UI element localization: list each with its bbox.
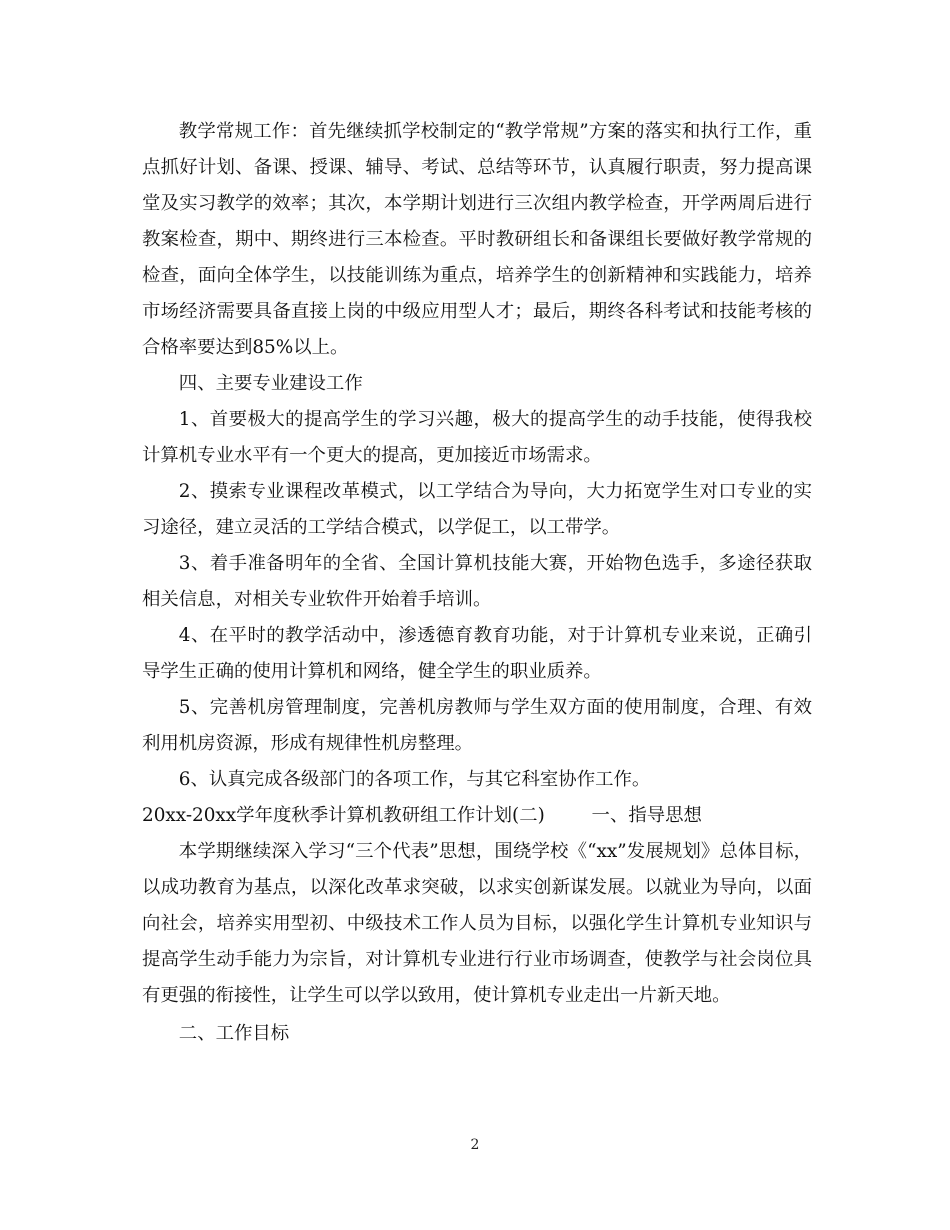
document-body [142, 114, 812, 1052]
list-item-5: 5、完善机房管理制度，完善机房教师与学生双方面的使用制度，合理、有效利用机房资源，形成有规律性机房整理。 [142, 697, 812, 754]
paragraph-teaching-routine: 教学常规工作：首先继续抓学校制定的“教学常规”方案的落实和执行工作，重点抓好计划、备课、授课、辅导、考试、总结等环节，认真履行职责，努力提高课堂及实习教学的效率；其次，本学期计划进行三次组内教学检查，开学两周后进行教案检查，期中、期终进行三本检查。平时教研组长和备课组长要做好教学常规的检查，面向全体学生，以技能训练为重点，培养学生的创新精神和实践能力，培养市场经济需要具备直接上岗的中级应用型人才；最后，期终各科考试和技能考核的合格率要达到85%以上。 [142, 121, 812, 358]
list-item-2: 2、摸索专业课程改革模式，以工学结合为导向，大力拓宽学生对口专业的实习途径，建立灵活的工学结合模式，以学促工，以工带学。 [142, 481, 812, 538]
list-item-6: 6、认真完成各级部门的各项工作，与其它科室协作工作。 [178, 769, 651, 790]
section-heading-work-goals: 二、工作目标 [178, 1023, 290, 1044]
page-number: 2 [470, 1137, 480, 1153]
list-item-3: 3、着手准备明年的全省、全国计算机技能大赛，开始物色选手，多途径获取相关信息，对相关专业软件开始着手培训。 [142, 553, 812, 610]
plan-title-line: 20xx-20xx学年度秋季计算机教研组工作计划(二) 一、指导思想 [142, 805, 702, 826]
section-heading-major-construction: 四、主要专业建设工作 [178, 373, 363, 394]
list-item-1: 1、首要极大的提高学生的学习兴趣，极大的提高学生的动手技能，使得我校计算机专业水平有一个更大的提高，更加接近市场需求。 [142, 409, 812, 466]
paragraph-guiding-ideology: 本学期继续深入学习“三个代表”思想，围绕学校《“xx”发展规划》总体目标，以成功教育为基点，以深化改革求突破，以求实创新谋发展。以就业为导向，以面向社会，培养实用型初、中级技术工作人员为目标，以强化学生计算机专业知识与提高学生动手能力为宗旨，对计算机专业进行行业市场调查，使教学与社会岗位具有更强的衔接性，让学生可以学以致用，使计算机专业走出一片新天地。 [142, 841, 812, 1006]
list-item-4: 4、在平时的教学活动中，渗透德育教育功能，对于计算机专业来说，正确引导学生正确的使用计算机和网络，健全学生的职业质养。 [142, 625, 812, 682]
